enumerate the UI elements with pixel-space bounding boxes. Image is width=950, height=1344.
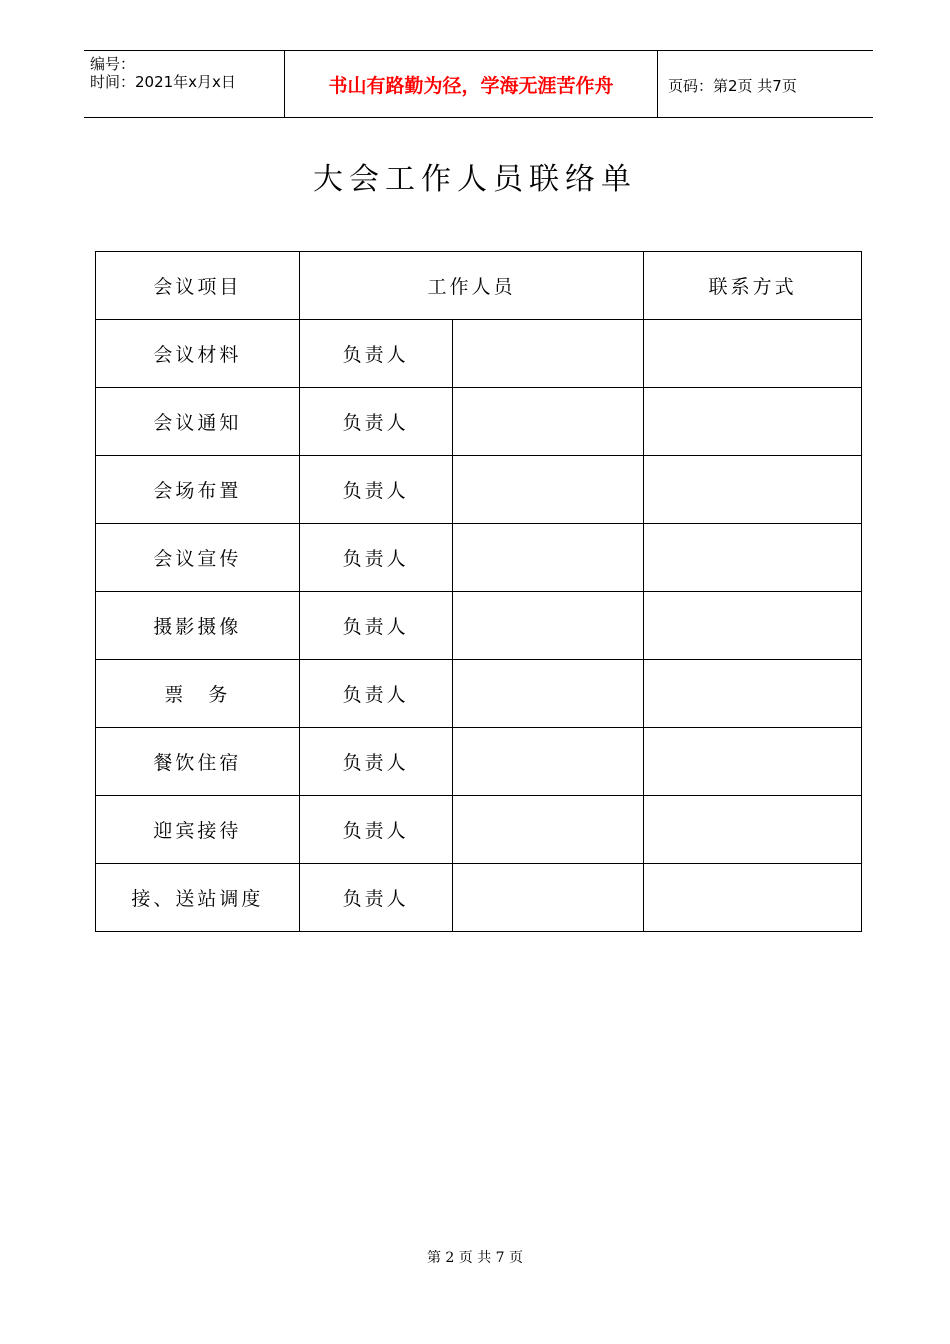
table-row xyxy=(96,524,862,592)
contact-cell[interactable] xyxy=(644,388,862,456)
table-row xyxy=(96,320,862,388)
role-cell: 负责人 xyxy=(299,796,452,864)
contact-cell[interactable] xyxy=(644,796,862,864)
header-page-info: 页码：第2页 共7页 xyxy=(668,77,797,95)
name-cell[interactable] xyxy=(452,388,644,456)
item-cell: 接、送站调度 xyxy=(96,864,300,932)
table-row xyxy=(96,388,862,456)
page-footer: 第 2 页 共 7 页 xyxy=(426,1250,524,1266)
contact-cell[interactable] xyxy=(644,524,862,592)
role-cell: 负责人 xyxy=(299,456,452,524)
code-label: 编号： xyxy=(90,55,136,73)
header-contact: 联系方式 xyxy=(644,252,862,320)
name-cell[interactable] xyxy=(452,524,644,592)
name-cell[interactable] xyxy=(452,728,644,796)
contact-cell[interactable] xyxy=(644,592,862,660)
name-cell[interactable] xyxy=(452,796,644,864)
time-label: 时间：2021年x月x日 xyxy=(90,73,236,91)
item-cell: 会场布置 xyxy=(96,456,300,524)
item-cell: 会议通知 xyxy=(96,388,300,456)
name-cell[interactable] xyxy=(452,320,644,388)
table-row xyxy=(96,728,862,796)
role-cell: 负责人 xyxy=(299,592,452,660)
contact-cell[interactable] xyxy=(644,320,862,388)
contact-cell[interactable] xyxy=(644,728,862,796)
role-cell: 负责人 xyxy=(299,660,452,728)
header-staff: 工作人员 xyxy=(299,252,644,320)
item-cell: 迎宾接待 xyxy=(96,796,300,864)
document-title: 大会工作人员联络单 xyxy=(313,162,637,197)
contact-cell[interactable] xyxy=(644,660,862,728)
header-motto: 书山有路勤为径，学海无涯苦作舟 xyxy=(328,75,614,97)
item-cell: 票 务 xyxy=(96,660,300,728)
contact-cell[interactable] xyxy=(644,864,862,932)
role-cell: 负责人 xyxy=(299,864,452,932)
table-row xyxy=(96,660,862,728)
item-cell: 摄影摄像 xyxy=(96,592,300,660)
table-row xyxy=(96,864,862,932)
item-cell: 会议材料 xyxy=(96,320,300,388)
item-cell: 餐饮住宿 xyxy=(96,728,300,796)
contact-table xyxy=(95,251,862,932)
name-cell[interactable] xyxy=(452,592,644,660)
table-header-row xyxy=(96,252,862,320)
header-divider xyxy=(657,51,658,117)
name-cell[interactable] xyxy=(452,456,644,524)
role-cell: 负责人 xyxy=(299,388,452,456)
table-row xyxy=(96,592,862,660)
contact-cell[interactable] xyxy=(644,456,862,524)
role-cell: 负责人 xyxy=(299,728,452,796)
role-cell: 负责人 xyxy=(299,524,452,592)
role-cell: 负责人 xyxy=(299,320,452,388)
header-item: 会议项目 xyxy=(96,252,300,320)
table-row xyxy=(96,456,862,524)
table-row xyxy=(96,796,862,864)
page-header xyxy=(84,50,873,118)
item-cell: 会议宣传 xyxy=(96,524,300,592)
name-cell[interactable] xyxy=(452,864,644,932)
header-meta xyxy=(90,55,236,91)
name-cell[interactable] xyxy=(452,660,644,728)
